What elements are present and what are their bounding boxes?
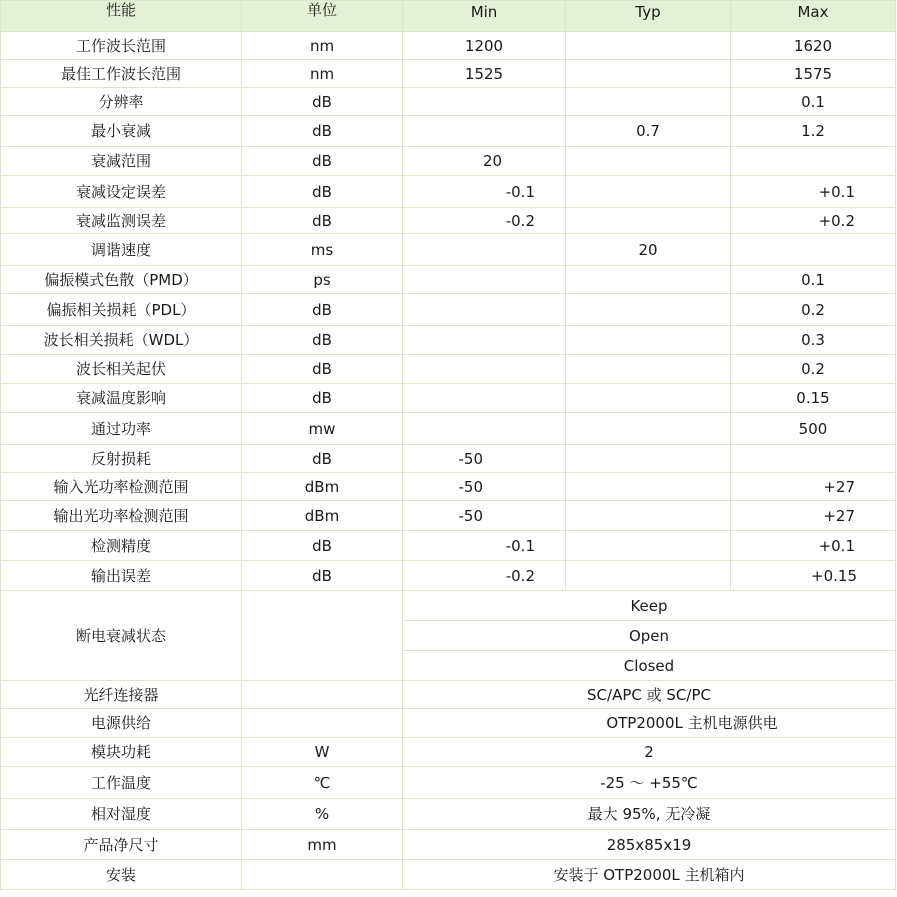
row-max: 0.1 — [731, 88, 896, 116]
table-row — [1, 147, 896, 176]
row-max: 1.2 — [731, 116, 896, 147]
row-min: -0.1 — [403, 176, 566, 208]
row-max: +27 — [731, 473, 896, 501]
row-typ — [566, 88, 731, 116]
row-property: 衰减温度影响 — [1, 384, 242, 413]
row-unit: dB — [242, 176, 403, 208]
row-unit: ℃ — [242, 767, 403, 799]
row-unit: nm — [242, 32, 403, 60]
row-min — [403, 384, 566, 413]
row-min — [403, 294, 566, 326]
row-min: -50 — [403, 501, 566, 531]
table-row — [1, 88, 896, 116]
row-property: 安装 — [1, 860, 242, 890]
row-property: 输入光功率检测范围 — [1, 473, 242, 501]
row-value: -25 ～ +55℃ — [403, 767, 896, 799]
row-unit: dB — [242, 561, 403, 591]
table-row — [1, 176, 896, 208]
table-row — [1, 266, 896, 294]
row-unit: dB — [242, 445, 403, 473]
row-min: -50 — [403, 445, 566, 473]
power-off-state-row — [1, 591, 896, 621]
row-typ — [566, 176, 731, 208]
row-min — [403, 326, 566, 355]
table-row — [1, 767, 896, 799]
row-unit: dBm — [242, 473, 403, 501]
power-off-state-closed: Closed — [403, 651, 896, 681]
row-typ — [566, 445, 731, 473]
row-typ — [566, 561, 731, 591]
row-unit: ps — [242, 266, 403, 294]
row-property: 输出光功率检测范围 — [1, 501, 242, 531]
table-row — [1, 32, 896, 60]
table-row — [1, 501, 896, 531]
row-property: 工作波长范围 — [1, 32, 242, 60]
row-max: +27 — [731, 501, 896, 531]
row-typ — [566, 531, 731, 561]
row-unit: dB — [242, 384, 403, 413]
table-row — [1, 473, 896, 501]
row-property: 输出误差 — [1, 561, 242, 591]
row-property: 衰减监测误差 — [1, 208, 242, 234]
row-min: 20 — [403, 147, 566, 176]
row-property: 产品净尺寸 — [1, 830, 242, 860]
table-row — [1, 738, 896, 767]
row-unit: ms — [242, 234, 403, 266]
table-row — [1, 709, 896, 738]
row-typ: 20 — [566, 234, 731, 266]
row-max: 0.2 — [731, 355, 896, 384]
row-property: 通过功率 — [1, 413, 242, 445]
row-value: 2 — [403, 738, 896, 767]
row-typ — [566, 60, 731, 88]
table-row — [1, 445, 896, 473]
row-typ — [566, 147, 731, 176]
header-min: Min — [403, 1, 566, 32]
row-typ — [566, 473, 731, 501]
row-typ — [566, 32, 731, 60]
row-property: 调谐速度 — [1, 234, 242, 266]
table-row — [1, 799, 896, 830]
row-max: +0.1 — [731, 531, 896, 561]
header-property: 性能 — [1, 1, 242, 32]
table-row — [1, 384, 896, 413]
row-property: 偏振模式色散（PMD） — [1, 266, 242, 294]
row-min: -0.2 — [403, 208, 566, 234]
row-value: 安装于 OTP2000L 主机箱内 — [403, 860, 896, 890]
row-unit: % — [242, 799, 403, 830]
row-unit — [242, 709, 403, 738]
table-row — [1, 413, 896, 445]
row-property: 衰减设定误差 — [1, 176, 242, 208]
row-min: -50 — [403, 473, 566, 501]
power-off-property: 断电衰减状态 — [1, 591, 242, 681]
row-value: 285x85x19 — [403, 830, 896, 860]
row-max — [731, 147, 896, 176]
table-row — [1, 681, 896, 709]
row-property: 模块功耗 — [1, 738, 242, 767]
row-property: 最佳工作波长范围 — [1, 60, 242, 88]
table-row — [1, 294, 896, 326]
row-value: SC/APC 或 SC/PC — [403, 681, 896, 709]
row-min — [403, 266, 566, 294]
header-unit: 单位 — [242, 1, 403, 32]
row-unit: dBm — [242, 501, 403, 531]
row-property: 分辨率 — [1, 88, 242, 116]
row-unit: dB — [242, 294, 403, 326]
table-row — [1, 561, 896, 591]
row-unit: dB — [242, 116, 403, 147]
row-property: 衰减范围 — [1, 147, 242, 176]
row-unit: dB — [242, 208, 403, 234]
row-property: 工作温度 — [1, 767, 242, 799]
row-unit: nm — [242, 60, 403, 88]
power-off-state-open: Open — [403, 621, 896, 651]
table-row — [1, 830, 896, 860]
row-unit: mm — [242, 830, 403, 860]
row-max: +0.2 — [731, 208, 896, 234]
row-min — [403, 355, 566, 384]
row-property: 反射损耗 — [1, 445, 242, 473]
row-typ — [566, 294, 731, 326]
row-typ — [566, 208, 731, 234]
row-min: -0.1 — [403, 531, 566, 561]
power-off-state-keep: Keep — [403, 591, 896, 621]
row-min — [403, 234, 566, 266]
row-property: 最小衰减 — [1, 116, 242, 147]
row-unit: W — [242, 738, 403, 767]
table-row — [1, 860, 896, 890]
row-unit: mw — [242, 413, 403, 445]
row-max — [731, 234, 896, 266]
row-min: -0.2 — [403, 561, 566, 591]
table-header — [1, 1, 896, 32]
row-max: 1575 — [731, 60, 896, 88]
row-max: +0.15 — [731, 561, 896, 591]
row-property: 光纤连接器 — [1, 681, 242, 709]
row-typ — [566, 266, 731, 294]
row-max: 500 — [731, 413, 896, 445]
row-min — [403, 413, 566, 445]
row-max: 0.2 — [731, 294, 896, 326]
row-typ — [566, 384, 731, 413]
row-typ — [566, 413, 731, 445]
row-typ: 0.7 — [566, 116, 731, 147]
row-max: 0.1 — [731, 266, 896, 294]
table-row — [1, 234, 896, 266]
row-max: 0.3 — [731, 326, 896, 355]
row-unit: dB — [242, 147, 403, 176]
row-max: +0.1 — [731, 176, 896, 208]
row-property: 偏振相关损耗（PDL） — [1, 294, 242, 326]
header-typ: Typ — [566, 1, 731, 32]
row-unit: dB — [242, 355, 403, 384]
row-unit: dB — [242, 531, 403, 561]
row-value: OTP2000L 主机电源供电 — [403, 709, 896, 738]
row-unit — [242, 681, 403, 709]
row-typ — [566, 326, 731, 355]
row-property: 波长相关损耗（WDL） — [1, 326, 242, 355]
row-min — [403, 116, 566, 147]
row-unit: dB — [242, 88, 403, 116]
row-min: 1525 — [403, 60, 566, 88]
row-typ — [566, 501, 731, 531]
power-off-unit — [242, 591, 403, 681]
table-row — [1, 355, 896, 384]
row-max: 1620 — [731, 32, 896, 60]
table-row — [1, 326, 896, 355]
table-row — [1, 208, 896, 234]
row-value: 最大 95%, 无冷凝 — [403, 799, 896, 830]
row-unit: dB — [242, 326, 403, 355]
table-row — [1, 116, 896, 147]
table-row — [1, 60, 896, 88]
row-min — [403, 88, 566, 116]
row-max: 0.15 — [731, 384, 896, 413]
table-row — [1, 531, 896, 561]
row-property: 波长相关起伏 — [1, 355, 242, 384]
row-property: 检测精度 — [1, 531, 242, 561]
row-max — [731, 445, 896, 473]
row-typ — [566, 355, 731, 384]
row-unit — [242, 860, 403, 890]
header-max: Max — [731, 1, 896, 32]
row-property: 电源供给 — [1, 709, 242, 738]
row-min: 1200 — [403, 32, 566, 60]
row-property: 相对湿度 — [1, 799, 242, 830]
